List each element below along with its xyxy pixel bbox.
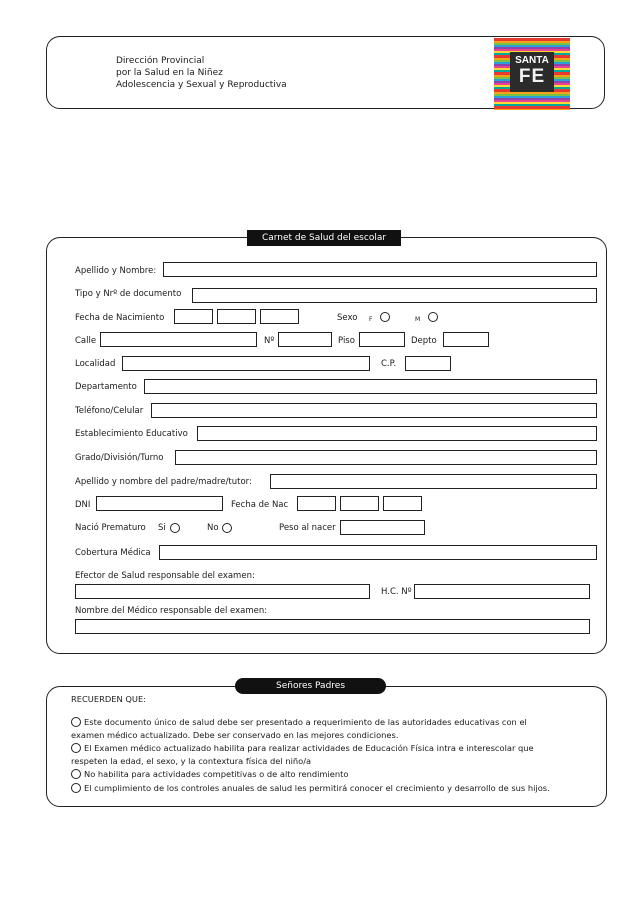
label-medico: Nombre del Médico responsable del examen: bbox=[75, 606, 268, 616]
input-fecha-nac-dia[interactable] bbox=[297, 496, 336, 511]
input-padre[interactable] bbox=[270, 474, 597, 489]
header-line-3: Adolescencia y Sexual y Reproductiva bbox=[116, 80, 287, 90]
logo-panel bbox=[510, 52, 554, 92]
notice-item-3: No habilita para actividades competitivas o de alto rendimiento bbox=[84, 769, 349, 779]
input-tipo-documento[interactable] bbox=[192, 288, 597, 303]
label-numero: Nº bbox=[264, 336, 275, 346]
label-grado: Grado/División/Turno bbox=[75, 453, 164, 463]
input-cp[interactable] bbox=[405, 356, 451, 371]
label-padre: Apellido y nombre del padre/madre/tutor: bbox=[75, 477, 252, 487]
label-localidad: Localidad bbox=[75, 359, 116, 369]
notice-heading: RECUERDEN QUE: bbox=[71, 694, 146, 704]
input-dni[interactable] bbox=[96, 496, 223, 511]
logo-text-top: SANTA bbox=[515, 55, 549, 66]
notice-item-2-line-2: respeten la edad, el sexo, y la contextura física del niño/a bbox=[71, 756, 312, 766]
label-no: No bbox=[207, 523, 219, 533]
label-cobertura: Cobertura Médica bbox=[75, 548, 151, 558]
label-fecha-nac: Fecha de Nac bbox=[231, 500, 289, 510]
radio-prematuro-si[interactable] bbox=[170, 523, 180, 533]
notice-title: Señores Padres bbox=[235, 678, 386, 694]
label-apellido-nombre: Apellido y Nombre: bbox=[75, 266, 157, 276]
input-medico[interactable] bbox=[75, 619, 590, 634]
santa-fe-logo bbox=[494, 38, 570, 110]
label-sexo-f: F bbox=[369, 316, 373, 323]
input-apellido-nombre[interactable] bbox=[163, 262, 597, 277]
label-tipo-documento: Tipo y Nrº de documento bbox=[75, 289, 182, 299]
input-cobertura[interactable] bbox=[159, 545, 597, 560]
label-depto: Depto bbox=[411, 336, 437, 346]
input-fecha-anio[interactable] bbox=[260, 309, 299, 324]
label-efector: Efector de Salud responsable del examen: bbox=[75, 571, 255, 581]
bullet-3 bbox=[71, 769, 81, 779]
label-telefono: Teléfono/Celular bbox=[75, 406, 144, 416]
radio-sexo-m[interactable] bbox=[428, 312, 438, 322]
notice-item-2-line-1: El Examen médico actualizado habilita para realizar actividades de Educación Física intra e interescolar que bbox=[84, 743, 534, 753]
label-cp: C.P. bbox=[381, 359, 397, 369]
label-departamento: Departamento bbox=[75, 382, 137, 392]
input-fecha-dia[interactable] bbox=[174, 309, 213, 324]
label-sexo: Sexo bbox=[337, 313, 358, 323]
radio-prematuro-no[interactable] bbox=[222, 523, 232, 533]
notice-item-1-line-2: examen médico actualizado. Debe ser conservado en las mejores condiciones. bbox=[71, 730, 399, 740]
label-piso: Piso bbox=[338, 336, 355, 346]
label-calle: Calle bbox=[75, 336, 97, 346]
input-calle[interactable] bbox=[100, 332, 257, 347]
input-establecimiento[interactable] bbox=[197, 426, 597, 441]
notice-item-4: El cumplimiento de los controles anuales de salud les permitirá conocer el crecimiento y desarrollo de sus hijos. bbox=[84, 783, 550, 793]
label-si: Si bbox=[158, 523, 166, 533]
input-fecha-nac-mes[interactable] bbox=[340, 496, 379, 511]
label-hc: H.C. Nº bbox=[381, 587, 412, 597]
label-prematuro: Nació Prematuro bbox=[75, 523, 146, 533]
label-peso: Peso al nacer bbox=[279, 523, 336, 533]
header-line-1: Dirección Provincial bbox=[116, 56, 205, 66]
label-fecha-nacimiento: Fecha de Nacimiento bbox=[75, 313, 165, 323]
input-piso[interactable] bbox=[359, 332, 405, 347]
label-establecimiento: Establecimiento Educativo bbox=[75, 429, 188, 439]
input-peso[interactable] bbox=[340, 520, 425, 535]
input-fecha-nac-anio[interactable] bbox=[383, 496, 422, 511]
input-departamento[interactable] bbox=[144, 379, 597, 394]
header-line-2: por la Salud en la Niñez bbox=[116, 68, 223, 78]
input-numero[interactable] bbox=[278, 332, 332, 347]
input-localidad[interactable] bbox=[122, 356, 370, 371]
input-hc[interactable] bbox=[414, 584, 590, 599]
input-efector[interactable] bbox=[75, 584, 370, 599]
notice-item-1-line-1: Este documento único de salud debe ser presentado a requerimiento de las autoridades educativas con el bbox=[84, 717, 527, 727]
input-depto[interactable] bbox=[443, 332, 489, 347]
bullet-4 bbox=[71, 783, 81, 793]
input-fecha-mes[interactable] bbox=[217, 309, 256, 324]
logo-text-bottom: FE bbox=[518, 66, 546, 87]
radio-sexo-f[interactable] bbox=[380, 312, 390, 322]
bullet-2 bbox=[71, 743, 81, 753]
input-telefono[interactable] bbox=[151, 403, 597, 418]
label-sexo-m: M bbox=[415, 316, 421, 323]
bullet-1 bbox=[71, 717, 81, 727]
input-grado[interactable] bbox=[175, 450, 597, 465]
form-title: Carnet de Salud del escolar bbox=[247, 230, 401, 246]
label-dni: DNI bbox=[75, 500, 91, 510]
